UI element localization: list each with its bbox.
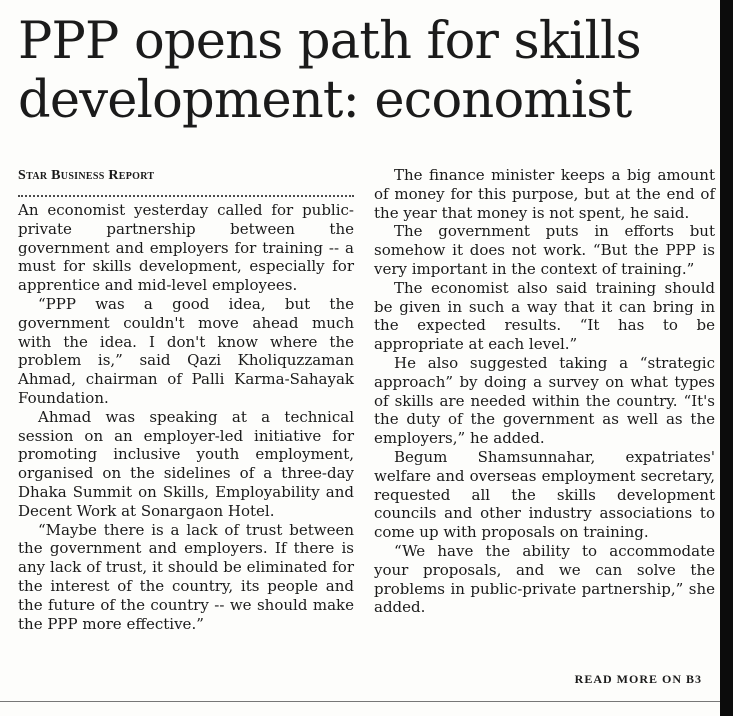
article-column-left bbox=[18, 166, 354, 633]
page-edge-shadow bbox=[720, 0, 733, 716]
paragraph: The economist also said training should be given in such a way that it can bring in the expected results. “It has to be appropriate at each level.” bbox=[374, 278, 715, 354]
read-more-link[interactable]: READ MORE ON B3 bbox=[574, 672, 702, 686]
paragraph: Begum Shamsunnahar, expatriates' welfare and overseas employment secretary, requested all the skills development councils and other industry associations to come up with proposals on training. bbox=[374, 447, 715, 542]
paragraph: “We have the ability to accommodate your proposals, and we can solve the problems in public-private partnership,” she added. bbox=[374, 541, 715, 617]
paragraph: The finance minister keeps a big amount of money for this purpose, but at the end of the year that money is not spent, he said. bbox=[374, 166, 715, 222]
paragraph: An economist yesterday called for public-private partnership between the government and employers for training -- a must for skills development, especially for apprentice and mid-level employees. bbox=[18, 201, 354, 295]
paragraph: Ahmad was speaking at a technical session on an employer-led initiative for promoting inclusive youth employment, organised on the sidelines of a three-day Dhaka Summit on Skills, Employability and Decent Work at Sonargaon Hotel. bbox=[18, 407, 354, 520]
dotted-divider bbox=[18, 187, 354, 197]
headline: PPP opens path for skills development: economist bbox=[18, 12, 641, 130]
paragraph: He also suggested taking a “strategic approach” by doing a survey on what types of skills are needed within the country. “It's the duty of the government as well as the employers,” he added. bbox=[374, 353, 715, 448]
byline: Star Business Report bbox=[18, 168, 155, 183]
article-column-right bbox=[374, 166, 715, 617]
paragraph: The government puts in efforts but somehow it does not work. “But the PPP is very important in the context of training.” bbox=[374, 222, 715, 278]
paragraph: “Maybe there is a lack of trust between the government and employers. If there is any lack of trust, it should be eliminated for the interest of the country, its people and the future of the country -- we should make the PPP more effective.” bbox=[18, 520, 354, 633]
paragraph: “PPP was a good idea, but the government couldn't move ahead much with the idea. I don't know where the problem is,” said Qazi Kholiquzzaman Ahmad, chairman of Palli Karma-Sahayak Foundation. bbox=[18, 294, 354, 407]
bottom-rule bbox=[0, 701, 720, 702]
